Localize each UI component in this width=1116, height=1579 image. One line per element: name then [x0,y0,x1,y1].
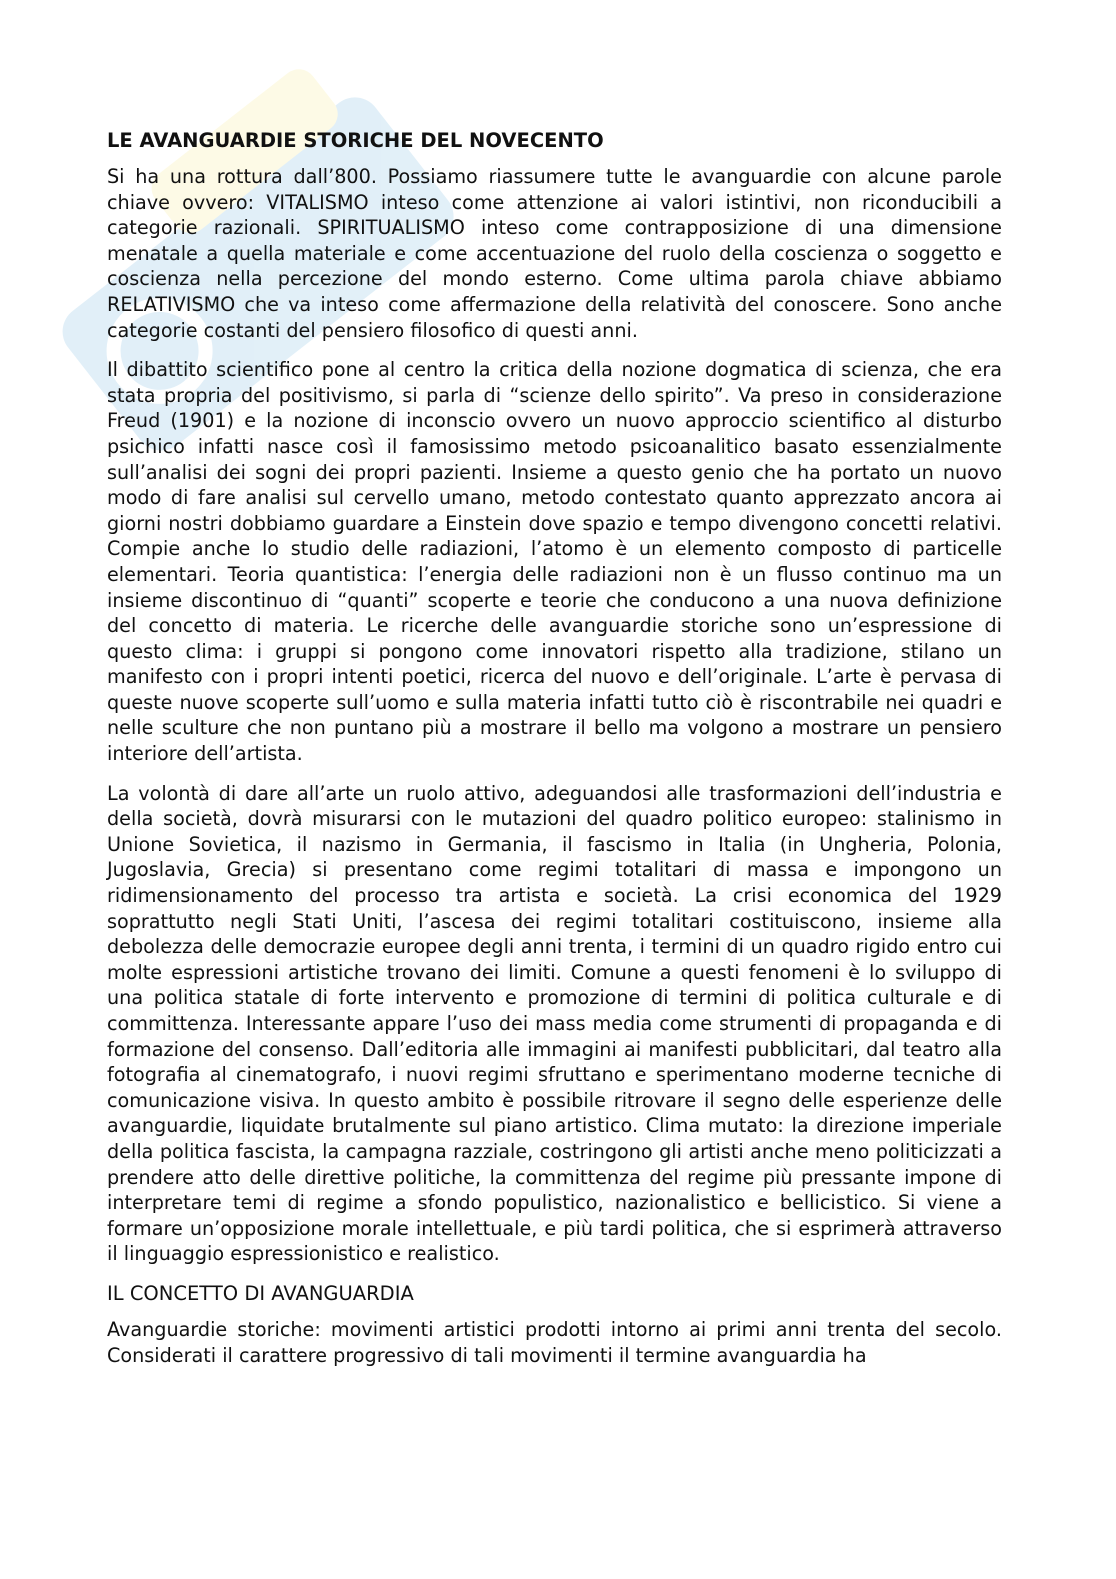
document-body [107,128,1002,1382]
paragraph-3: La volontà di dare all’arte un ruolo attivo, adeguandosi alle trasformazioni dell’industria e della società, dovrà misurarsi con le mutazioni del quadro politico europeo: stalinismo in Unione Sovietica, il nazismo in Germania, il fascismo in Italia (in Ungheria, Polonia, Jugoslavia, Grecia) si presentano come regimi totalitari di massa e impongono un ridimensionamento del processo tra artista e società. La crisi economica del 1929 soprattutto negli Stati Uniti, l’ascesa dei regimi totalitari costituiscono, insieme alla debolezza delle democrazie europee degli anni trenta, i termini di un quadro rigido entro cui molte espressioni artistiche trovano dei limiti. Comune a questi fenomeni è lo sviluppo di una politica statale di forte intervento e promozione di termini di politica culturale e di committenza. Interessante appare l’uso dei mass media come strumenti di propaganda e di formazione del consenso. Dall’editoria alle immagini ai manifesti pubblicitari, dal teatro alla fotografia al cinematografo, i nuovi regimi sfruttano e sperimentano moderne tecniche di comunicazione visiva. In questo ambito è possibile ritrovare il segno delle esperienze delle avanguardie, liquidate brutalmente sul piano artistico. Clima mutato: la direzione imperiale della politica fascista, la campagna razziale, costringono gli artisti anche meno politicizzati a prendere atto delle direttive politiche, la committenza del regime più pressante impone di interpretare temi di regime a sfondo populistico, nazionalistico e bellicistico. Si viene a formare un’opposizione morale intellettuale, e più tardi politica, che si esprimerà attraverso il linguaggio espressionistico e realistico. [107,781,1002,1266]
paragraph-2: Il dibattito scientifico pone al centro la critica della nozione dogmatica di scienza, che era stata propria del positivismo, si parla di “scienze dello spirito”. Va preso in considerazione Freud (1901) e la nozione di inconscio ovvero un nuovo approccio scientifico al disturbo psichico infatti nasce così il famosissimo metodo psicoanalitico basato essenzialmente sull’analisi dei sogni dei propri pazienti. Insieme a questo genio che ha portato un nuovo modo di fare analisi sul cervello umano, metodo contestato quanto apprezzato ancora ai giorni nostri dobbiamo guardare a Einstein dove spazio e tempo divengono concetti relativi. Compie anche lo studio delle radiazioni, l’atomo è un elemento composto di particelle elementari. Teoria quantistica: l’energia delle radiazioni non è un flusso continuo ma un insieme discontinuo di “quanti” scoperte e teorie che conducono a una nuova definizione del concetto di materia. Le ricerche delle avanguardie storiche sono un’espressione di questo clima: i gruppi si pongono come innovatori rispetto alla tradizione, stilano un manifesto con i propri intenti poetici, ricerca del nuovo e dell’originale. L’arte è pervasa di queste nuove scoperte sull’uomo e sulla materia infatti tutto ciò è riscontrabile nei quadri e nelle sculture che non puntano più a mostrare il bello ma volgono a mostrare un pensiero interiore dell’artista. [107,358,1002,766]
section-title: IL CONCETTO DI AVANGUARDIA [107,1281,414,1305]
document-title: LE AVANGUARDIE STORICHE DEL NOVECENTO [107,129,604,152]
section-paragraph: Avanguardie storiche: movimenti artistici prodotti intorno ai primi anni trenta del secolo. Considerati il carattere progressivo di tali movimenti il termine avanguardia ha [107,1317,1002,1367]
paragraph-1: Si ha una rottura dall’800. Possiamo riassumere tutte le avanguardie con alcune parole chiave ovvero: VITALISMO inteso come attenzione ai valori istintivi, non riconducibili a categorie razionali. SPIRITUALISMO inteso come contrapposizione di una dimensione menatale a quella materiale e come accentuazione del ruolo della coscienza o soggetto e coscienza nella percezione del mondo esterno. Come ultima parola chiave abbiamo RELATIVISMO che va inteso come affermazione della relatività del conoscere. Sono anche categorie costanti del pensiero filosofico di questi anni. [107,165,1002,342]
